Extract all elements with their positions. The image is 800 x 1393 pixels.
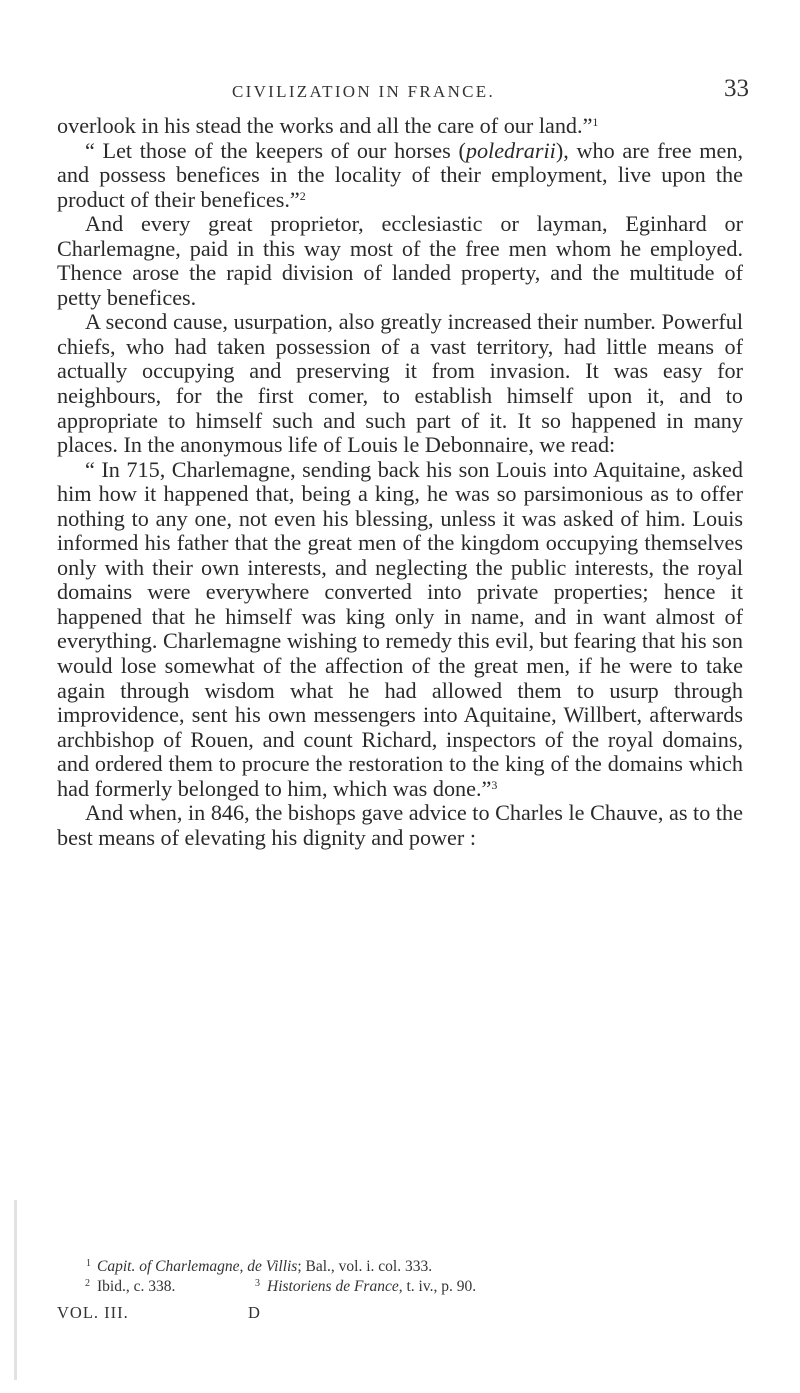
footnote-2-3 bbox=[57, 1277, 743, 1297]
latin-term: poledrarii bbox=[465, 137, 556, 163]
signature-mark: D bbox=[248, 1303, 260, 1322]
paragraph-5-quote: “ In 715, Charlemagne, sending back his son Louis into Aquitaine, asked him how it happened that, being a king, he was so parsimonious as to offer nothing to any one, not even his blessing, unless it was asked of him. Louis informed his father that the great men of the kingdom occupying themselves only with their own interests, and neglecting the public interests, the royal domains were everywhere converted into private properties; hence it happened that he himself was king only in name, and in want almost of everything. Charlemagne wishing to remedy this evil, but fearing that his son would lose somewhat of the affection of the great men, if he were to take again through wisdom what he had allowed them to usurp through improvidence, sent his own messengers into Aquitaine, Willbert, afterwards archbishop of Rouen, and count Richard, inspectors of the royal domains, and ordered them to procure the restoration to the king of the domains which had formerly belonged to him, which was done.”$^3$ bbox=[57, 456, 743, 801]
body-text bbox=[57, 114, 743, 850]
footnote-1-title: Capit. of Charlemagne, de Villis bbox=[97, 1258, 298, 1275]
page-header bbox=[0, 75, 800, 108]
paragraph-4: A second cause, usurpation, also greatly increased their number. Powerful chiefs, who had taken possession of a vast territory, had little means of actually occupying and preserving it from invasion. It was easy for neighbours, for the first comer, to establish himself upon it, and to appropriate to himself such and such part of it. It so happened in many places. In the anonymous life of Louis le Debonnaire, we read: bbox=[57, 309, 743, 458]
footnote-mark-2: 2 bbox=[85, 1278, 90, 1289]
volume-label: VOL. III. bbox=[57, 1303, 129, 1322]
paragraph-3: And every great proprietor, ecclesiastic or layman, Eginhard or Charlemagne, paid in this way most of the free men whom he employed. Thence arose the rapid division of landed property, and the multitude of petty benefices. bbox=[57, 211, 743, 310]
footnote-ref-3: 3 bbox=[491, 777, 498, 792]
footnotes bbox=[57, 1257, 743, 1297]
paragraph-1: overlook in his stead the works and all the care of our land.”$^1$ bbox=[57, 113, 599, 138]
footnote-mark-1: 1 bbox=[86, 1258, 91, 1269]
footnote-ref-1: 1 bbox=[592, 115, 599, 129]
paragraph-2: “ Let those of the keepers of our horses (poledrarii), who are free men, and possess benefices in the locality of their employment, live upon the product of their benefices.”$^2$ bbox=[57, 137, 744, 212]
footnote-3-title: Historiens de France bbox=[267, 1278, 399, 1295]
footnote-2-text: Ibid., c. 338. bbox=[97, 1278, 176, 1295]
running-head: CIVILIZATION IN FRANCE. bbox=[232, 82, 496, 101]
footnote-ref-2: 2 bbox=[299, 188, 306, 203]
paragraph-6: And when, in 846, the bishops gave advice to Charles le Chauve, as to the best means of elevating his dignity and power : bbox=[57, 800, 743, 850]
footnote-1-rest: ; Bal., vol. i. col. 333. bbox=[297, 1258, 433, 1275]
page-number: 33 bbox=[724, 75, 749, 102]
page-edge-shadow bbox=[14, 1200, 17, 1380]
signature-line bbox=[57, 1303, 743, 1325]
footnote-mark-3: 3 bbox=[255, 1278, 260, 1289]
footnote-1 bbox=[57, 1257, 743, 1277]
footnote-3-rest: , t. iv., p. 90. bbox=[398, 1278, 477, 1295]
